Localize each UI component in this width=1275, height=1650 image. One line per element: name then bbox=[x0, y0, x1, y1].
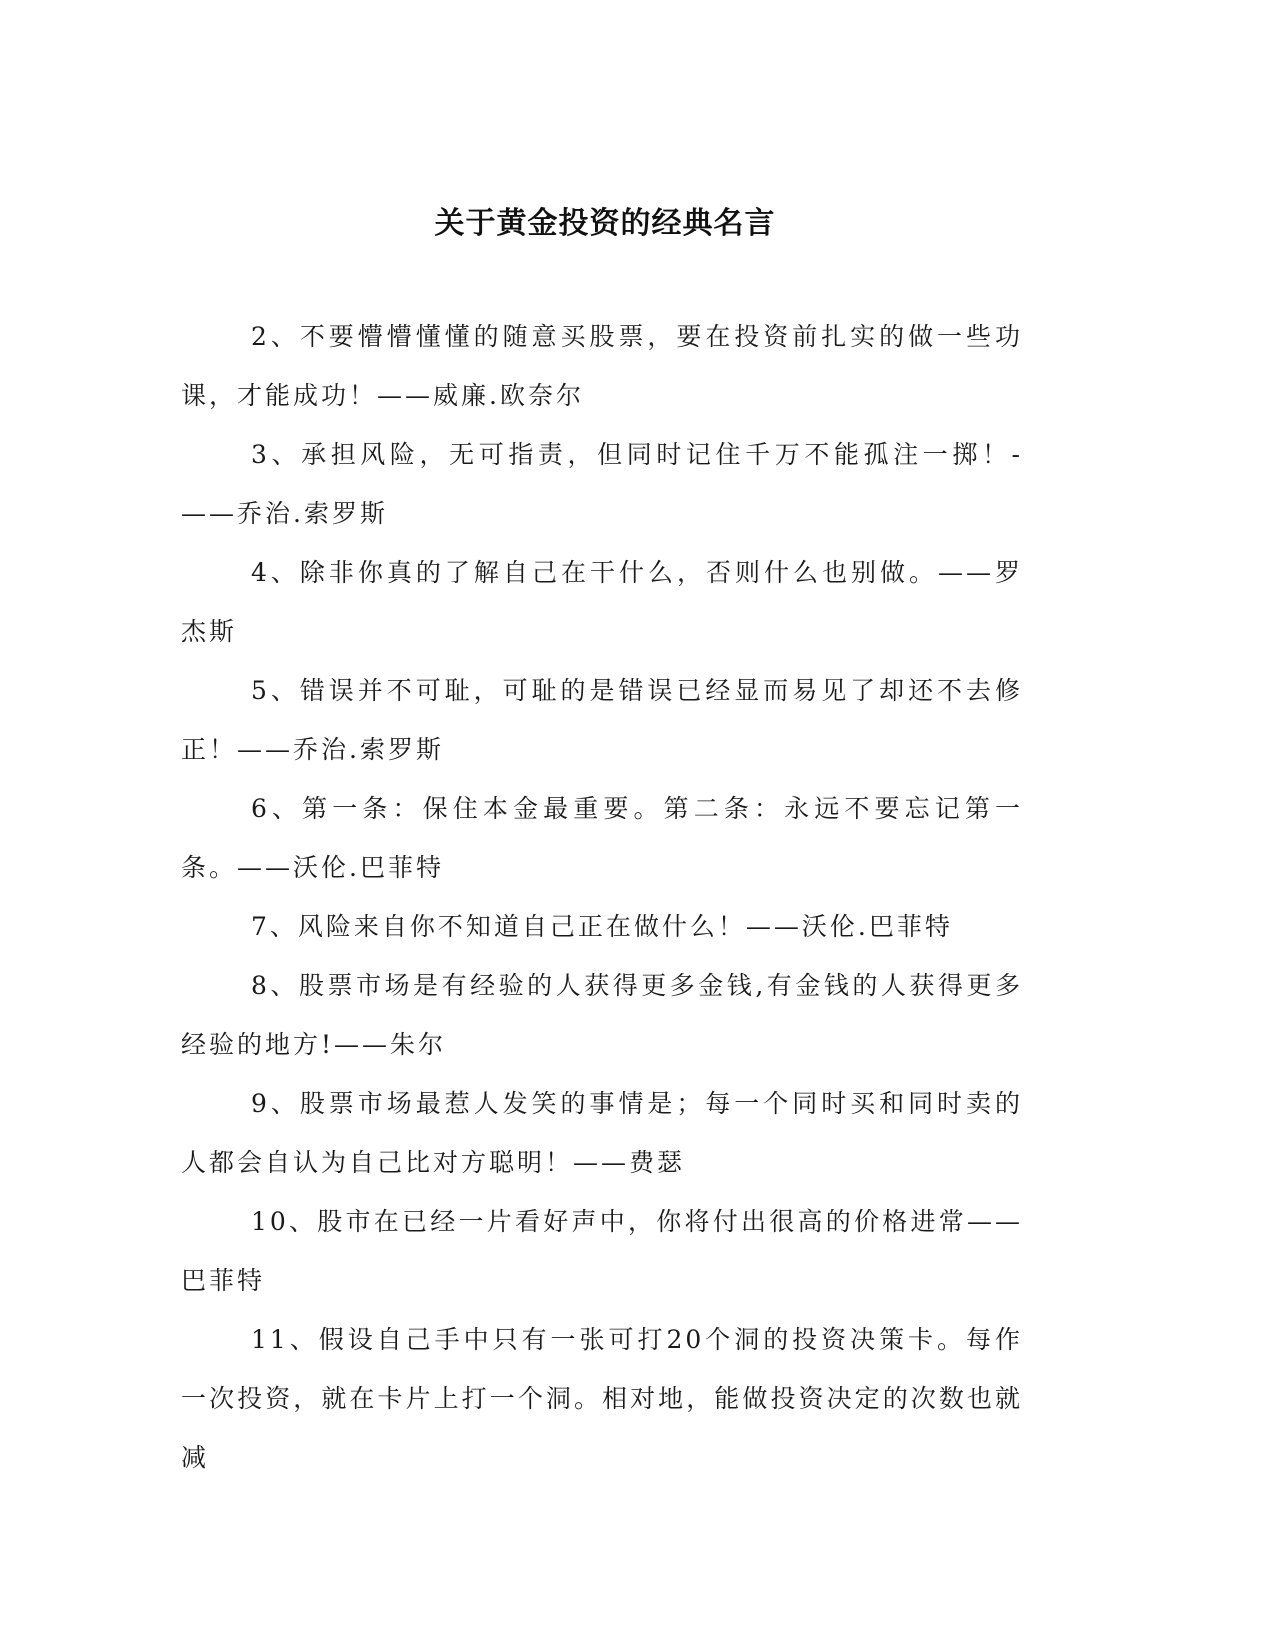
document-title: 关于黄金投资的经典名言 bbox=[434, 206, 776, 241]
quote-paragraph: 7、风险来自你不知道自己正在做什么！——沃伦.巴菲特 bbox=[251, 912, 953, 941]
quote-paragraph: 11、假设自己手中只有一张可打20个洞的投资决策卡。每作一次投资，就在卡片上打一个洞。相对地，能做投资决定的次数也就减 bbox=[181, 1325, 1023, 1472]
quote-paragraph: 3、承担风险，无可指责，但同时记住千万不能孤注一掷！-——乔治.索罗斯 bbox=[181, 440, 1023, 528]
quote-paragraph: 4、除非你真的了解自己在干什么，否则什么也别做。——罗杰斯 bbox=[181, 558, 1023, 646]
quote-paragraph: 10、股市在已经一片看好声中，你将付出很高的价格进常——巴菲特 bbox=[181, 1207, 1023, 1295]
quote-paragraph: 2、不要懵懵懂懂的随意买股票，要在投资前扎实的做一些功课，才能成功！——威廉.欧奈尔 bbox=[181, 322, 1023, 410]
quote-paragraph: 6、第一条：保住本金最重要。第二条：永远不要忘记第一条。——沃伦.巴菲特 bbox=[181, 794, 1023, 882]
document-body bbox=[181, 307, 1023, 1487]
quote-paragraph: 8、股票市场是有经验的人获得更多金钱,有金钱的人获得更多经验的地方!——朱尔 bbox=[181, 971, 1023, 1059]
quote-paragraph: 5、错误并不可耻，可耻的是错误已经显而易见了却还不去修正！——乔治.索罗斯 bbox=[181, 676, 1023, 764]
quote-paragraph: 9、股票市场最惹人发笑的事情是；每一个同时买和同时卖的人都会自认为自己比对方聪明！——费瑟 bbox=[181, 1089, 1023, 1177]
